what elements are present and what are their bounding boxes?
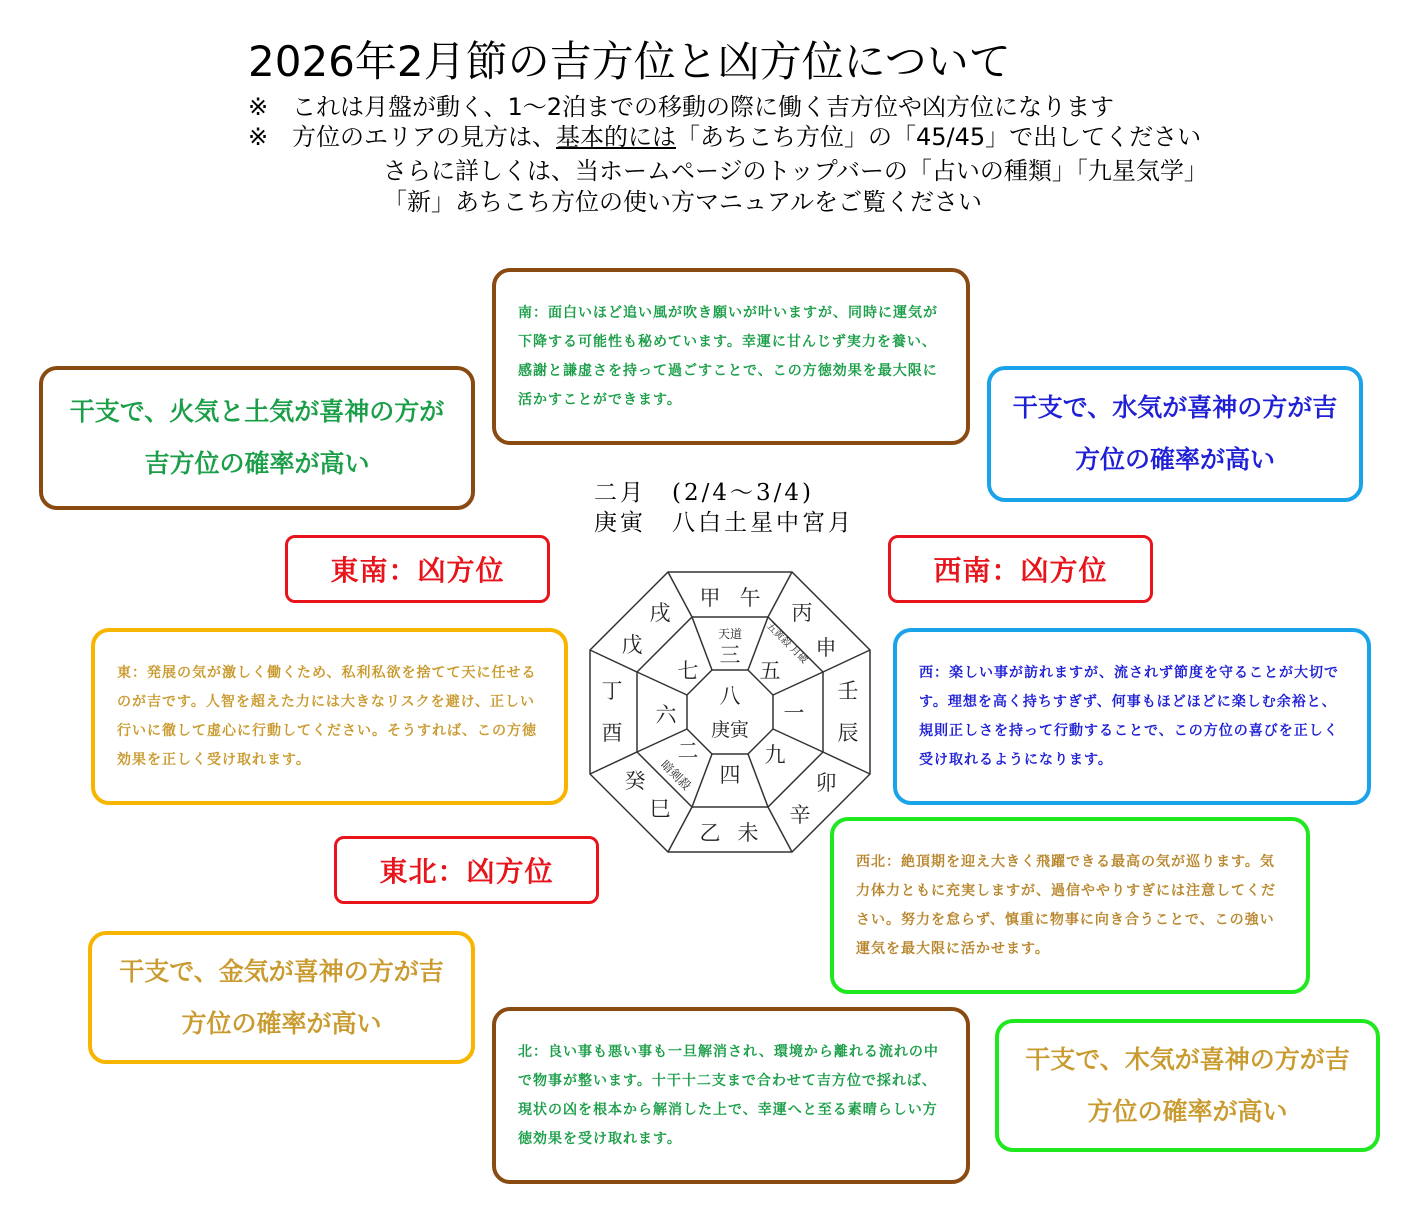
center-star: 八 [719,684,741,708]
star-bottom-right: 九 [764,743,786,767]
northwest-description: 西北：絶頂期を迎え大きく飛躍できる最高の気が巡ります。気力体力ともに充実しますが、過信ややりすぎには注意してください。努力を怠らず、慎重に物事に向き合うことで、この強い運気を最大限に活かせます。 [856,853,1276,957]
southeast-bad-text: 東南：凶方位 [330,554,505,587]
outer-top-a: 甲 [699,586,721,610]
anken-satsu-mark: 暗剣殺 [658,757,694,793]
northeast-bad-text: 東北：凶方位 [379,855,554,888]
note-3: さらに詳しくは、当ホームページのトップバーの「占いの種類」「九星気学」 [383,157,1208,185]
eto-metal-text: 干支で、金気が喜神の方が吉方位の確率が高い [119,956,444,1038]
eto-water-text: 干支で、水気が喜神の方が吉方位の確率が高い [1012,393,1338,474]
note-4: 「新」あちこち方位の使い方マニュアルをご覧ください [383,188,983,216]
outer-bl-a: 癸 [624,769,646,793]
star-left: 六 [655,703,677,727]
outer-tr-a: 丙 [791,601,813,625]
outer-top-b: 午 [739,586,761,610]
outer-br-b: 辛 [789,803,811,827]
outer-right-b: 辰 [837,721,859,745]
outer-br-a: 卯 [815,771,837,795]
northwest-description-box [830,817,1310,994]
northeast-bad-label [334,836,599,904]
outer-left-b: 酉 [601,721,623,745]
east-description-box [91,628,568,805]
star-top: 三 [719,643,741,667]
west-description-box [893,628,1371,805]
note-2-suffix: 「あちこち方位」の「45/45」で出してください [676,123,1202,151]
chart-month-line: 二月 (2/4～3/4) [594,480,814,506]
outer-tl-b: 戊 [621,633,643,657]
note-2-prefix: 方位のエリアの見方は、 [292,123,556,151]
star-top-left: 七 [677,659,699,683]
southwest-bad-label [888,535,1153,603]
note-1 [248,92,1114,122]
eto-wood-text: 干支で、木気が喜神の方が吉方位の確率が高い [1025,1044,1350,1126]
note-mark: ※ [248,123,269,151]
nine-star-chart [580,560,880,860]
outer-tr-b: 申 [815,636,837,660]
star-bottom-left: 二 [677,739,699,763]
star-bottom: 四 [719,763,741,787]
eto-wood-box [995,1019,1380,1152]
eto-fire-earth-box [39,366,475,510]
note-2 [248,122,1201,152]
tendo-label: 天道 [717,627,743,641]
center-eto: 庚寅 [710,719,750,741]
outer-left-a: 丁 [601,679,623,703]
outer-bottom-a: 乙 [699,821,721,845]
outer-octagon [590,572,870,852]
note-2-underlined: 基本的には [556,123,676,151]
note-1-text: これは月盤が動く、1～2泊までの移動の際に働く吉方位や凶方位になります [292,93,1115,121]
southeast-bad-label [285,535,550,603]
south-description: 南：面白いほど追い風が吹き願いが叶いますが、同時に運気が下降する可能性も秘めています。幸運に甘んじず実力を養い、感謝と謙虚さを持って過ごすことで、この方徳効果を最大限に活かすことができます。 [518,304,938,408]
north-description: 北：良い事も悪い事も一旦解消され、環境から離れる流れの中で物事が整います。十干十二支まで合わせて吉方位で採れば、現状の凶を根本から解消した上で、幸運へと至る素晴らしい方徳効果を受け取れます。 [518,1043,939,1147]
eto-water-box [987,366,1363,502]
note-mark: ※ [248,93,269,121]
chart-header [594,478,854,538]
outer-bottom-b: 未 [737,821,759,845]
west-description: 西：楽しい事が訪れますが、流されず節度を守ることが大切です。理想を高く持ちすぎず、何事もほどほどに楽しむ余裕と、規則正しさを持って行動することで、この方位の喜びを正しく受け取れるようになります。 [919,664,1339,768]
eto-fire-earth-text: 干支で、火気と土気が喜神の方が吉方位の確率が高い [69,397,445,478]
east-description: 東：発展の気が激しく働くため、私利私欲を捨てて天に任せるのが吉です。人智を超えた力には大きなリスクを避け、正しい行いに徹して虚心に行動してください。そうすれば、この方徳効果を正しく受け取れます。 [117,664,537,768]
star-right: 一 [783,701,805,725]
page-title: 2026年2月節の吉方位と凶方位について [248,37,1011,86]
north-description-box [492,1007,970,1184]
outer-bl-b: 巳 [649,797,671,821]
star-top-right: 五 [759,659,781,683]
south-description-box [492,268,970,445]
chart-star-line: 庚寅 八白土星中宮月 [594,510,854,536]
outer-right-a: 壬 [837,679,859,703]
eto-metal-box [88,931,475,1064]
gooh-satsu-mark: 五黄殺 月破 [764,620,810,666]
outer-tl-a: 戌 [649,601,671,625]
southwest-bad-text: 西南：凶方位 [933,554,1108,587]
